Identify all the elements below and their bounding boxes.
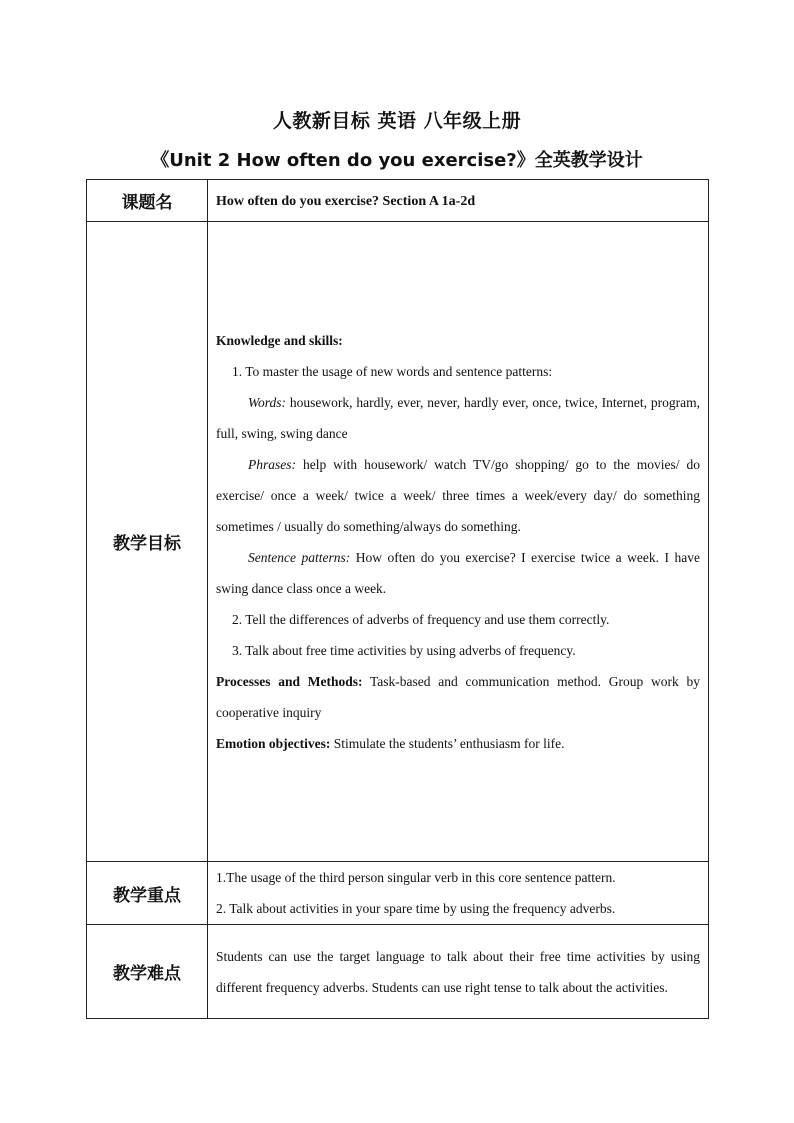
patterns-text: How often do you exercise? I exercise twice a week. I have swing dance class once a week. [216, 549, 700, 596]
difficulties-content [208, 925, 709, 1019]
table-row-key-points [87, 862, 709, 925]
phrases-label: Phrases: [248, 456, 296, 472]
table-row-topic [87, 180, 709, 222]
objectives-label: 教学目标 [87, 222, 208, 862]
words-paragraph [216, 387, 700, 449]
objective-item-3: 3. Talk about free time activities by using adverbs of frequency. [232, 642, 576, 658]
patterns-paragraph [216, 542, 700, 604]
lesson-plan-table [86, 179, 709, 1019]
emotion-paragraph [216, 728, 700, 759]
document-title: 人教新目标 英语 八年级上册 [272, 110, 522, 132]
objective-item-1: 1. To master the usage of new words and sentence patterns: [232, 363, 553, 379]
key-point-1: 1.The usage of the third person singular verb in this core sentence pattern. [216, 870, 616, 885]
words-label: Words: [248, 394, 287, 410]
process-text: Task-based and communication method. Group work by cooperative inquiry [216, 673, 700, 720]
key-points-content [208, 862, 709, 925]
emotion-text: Stimulate the students’ enthusiasm for life. [330, 735, 565, 751]
words-text: housework, hardly, ever, never, hardly ever, once, twice, Internet, program, full, swing, swing dance [216, 394, 700, 441]
document-subtitle: 《Unit 2 How often do you exercise?》全英教学设计 [151, 150, 643, 171]
knowledge-heading: Knowledge and skills: [216, 332, 343, 348]
lesson-title: How often do you exercise? Section A 1a-2d [216, 193, 476, 209]
key-point-2: 2. Talk about activities in your spare time by using the frequency adverbs. [216, 901, 616, 916]
table-row-objectives [87, 222, 709, 862]
difficulties-label: 教学难点 [87, 925, 208, 1019]
topic-label: 课题名 [87, 180, 208, 222]
difficulties-text: Students can use the target language to talk about their free time activities by using different frequency adverbs. Students can use right tense to talk about the activities. [216, 948, 700, 995]
patterns-label: Sentence patterns: [248, 549, 351, 565]
process-label: Processes and Methods: [216, 673, 363, 689]
key-points-label: 教学重点 [87, 862, 208, 925]
objectives-content [208, 222, 709, 862]
process-paragraph [216, 666, 700, 728]
topic-value [208, 180, 709, 222]
emotion-label: Emotion objectives: [216, 735, 331, 751]
phrases-paragraph [216, 449, 700, 542]
objective-item-2: 2. Tell the differences of adverbs of frequency and use them correctly. [232, 611, 610, 627]
table-row-difficulties [87, 925, 709, 1019]
phrases-text: help with housework/ watch TV/go shopping/ go to the movies/ do exercise/ once a week/ twice a week/ three times a week/every day/ do something sometimes / usually do something/always do something. [216, 456, 700, 534]
